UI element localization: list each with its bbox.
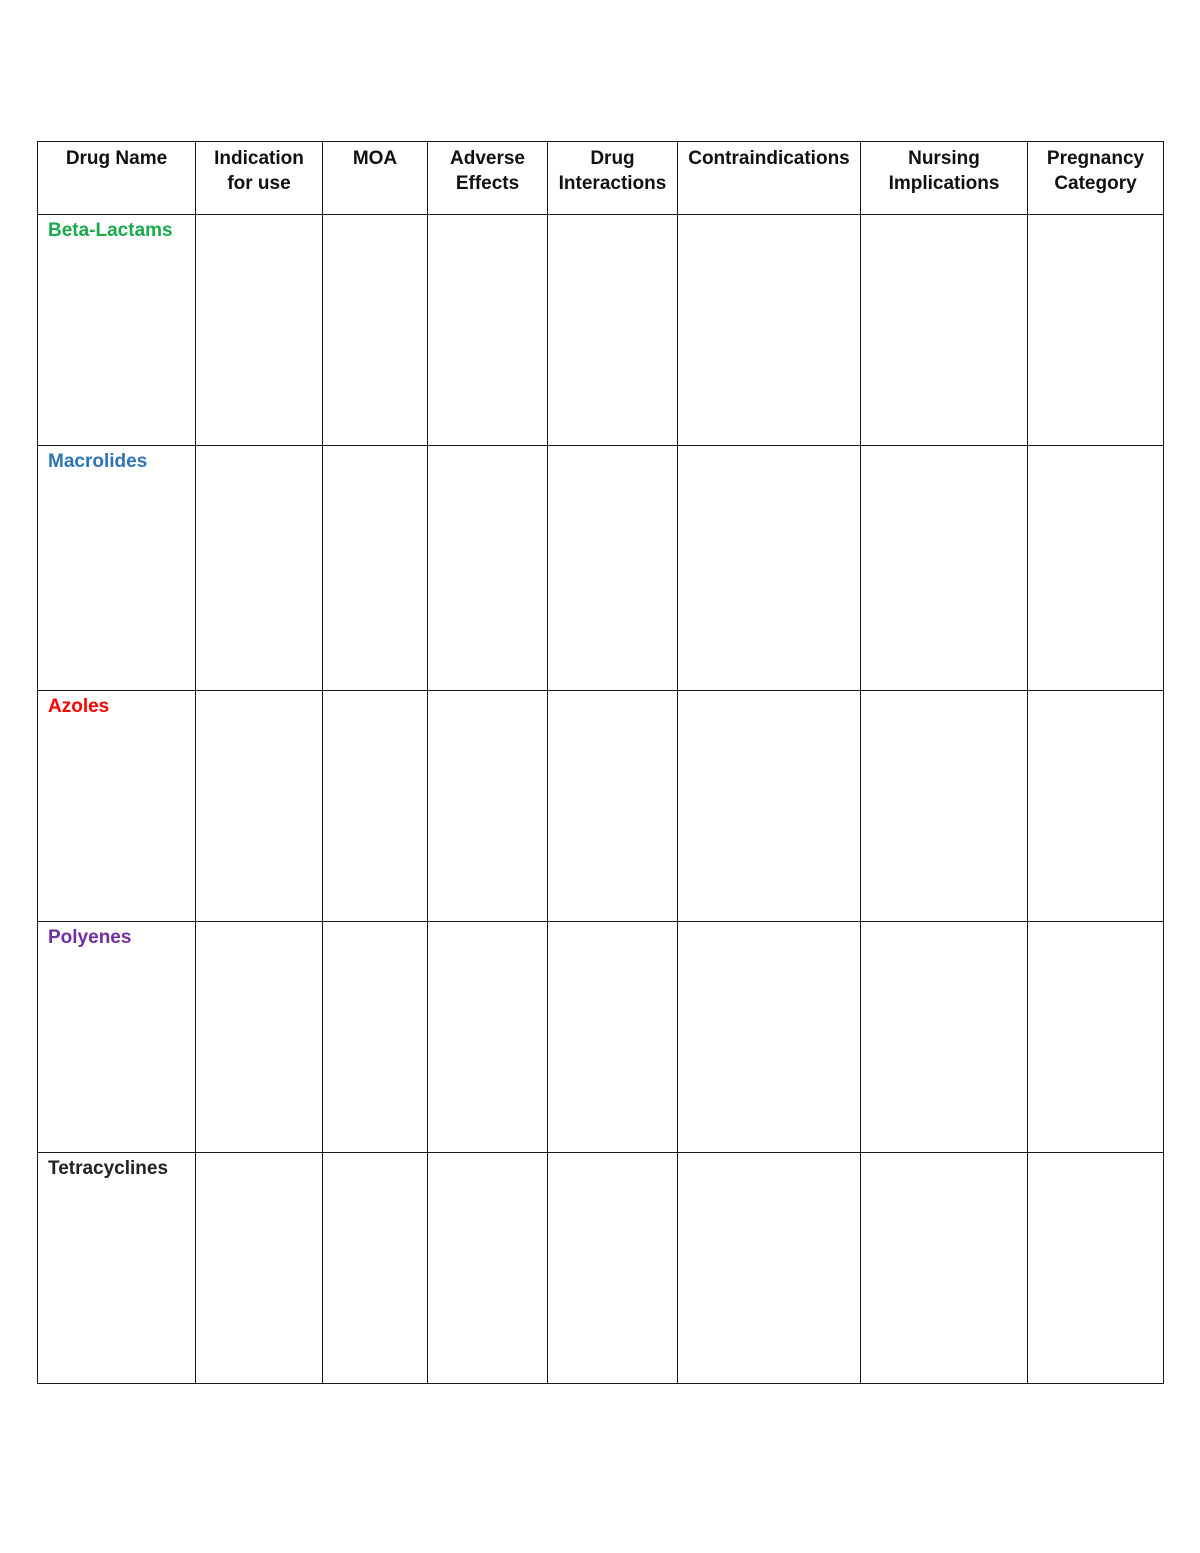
drug-class-cell bbox=[38, 922, 196, 1153]
table-cell[interactable] bbox=[861, 1153, 1028, 1384]
table-row-beta-lactams bbox=[38, 215, 1164, 446]
table-cell[interactable] bbox=[861, 446, 1028, 691]
table-cell[interactable] bbox=[323, 691, 428, 922]
table-cell[interactable] bbox=[678, 215, 861, 446]
table-cell[interactable] bbox=[323, 215, 428, 446]
table-cell[interactable] bbox=[323, 922, 428, 1153]
table-cell[interactable] bbox=[678, 922, 861, 1153]
table-cell[interactable] bbox=[1028, 691, 1164, 922]
drug-class-label: Polyenes bbox=[48, 927, 132, 948]
header-row bbox=[38, 142, 1164, 215]
table-cell[interactable] bbox=[678, 691, 861, 922]
header-indication: Indication for use bbox=[196, 142, 323, 215]
header-adverse-effects: Adverse Effects bbox=[428, 142, 548, 215]
table-cell[interactable] bbox=[548, 215, 678, 446]
table-cell[interactable] bbox=[196, 446, 323, 691]
table-cell[interactable] bbox=[678, 1153, 861, 1384]
table-row-polyenes bbox=[38, 922, 1164, 1153]
table-cell[interactable] bbox=[323, 1153, 428, 1384]
drug-class-label: Beta-Lactams bbox=[48, 220, 173, 241]
table-cell[interactable] bbox=[428, 691, 548, 922]
drug-class-cell bbox=[38, 691, 196, 922]
table-cell[interactable] bbox=[428, 1153, 548, 1384]
table-cell[interactable] bbox=[196, 691, 323, 922]
table-cell[interactable] bbox=[428, 922, 548, 1153]
table-cell[interactable] bbox=[861, 215, 1028, 446]
drug-class-label: Macrolides bbox=[48, 451, 148, 472]
table-cell[interactable] bbox=[428, 446, 548, 691]
table-cell[interactable] bbox=[1028, 446, 1164, 691]
table-row-macrolides bbox=[38, 446, 1164, 691]
table-cell[interactable] bbox=[1028, 922, 1164, 1153]
table-cell[interactable] bbox=[1028, 1153, 1164, 1384]
header-drug-interactions: Drug Interactions bbox=[548, 142, 678, 215]
table-cell[interactable] bbox=[428, 215, 548, 446]
table-cell[interactable] bbox=[861, 691, 1028, 922]
header-drug-name: Drug Name bbox=[38, 142, 196, 215]
table-row-azoles bbox=[38, 691, 1164, 922]
header-moa: MOA bbox=[323, 142, 428, 215]
drug-class-label: Tetracyclines bbox=[48, 1158, 169, 1179]
drug-class-cell bbox=[38, 215, 196, 446]
drug-class-label: Azoles bbox=[48, 696, 110, 717]
table-cell[interactable] bbox=[548, 691, 678, 922]
drug-class-cell bbox=[38, 1153, 196, 1384]
table-row-tetracyclines bbox=[38, 1153, 1164, 1384]
header-nursing-implications: Nursing Implications bbox=[861, 142, 1028, 215]
table-cell[interactable] bbox=[548, 1153, 678, 1384]
table-cell[interactable] bbox=[196, 215, 323, 446]
table-cell[interactable] bbox=[196, 1153, 323, 1384]
table-cell[interactable] bbox=[678, 446, 861, 691]
table-cell[interactable] bbox=[861, 922, 1028, 1153]
drug-comparison-table bbox=[37, 141, 1164, 1384]
table-cell[interactable] bbox=[548, 446, 678, 691]
drug-class-cell bbox=[38, 446, 196, 691]
table-cell[interactable] bbox=[548, 922, 678, 1153]
header-contraindications: Contraindications bbox=[678, 142, 861, 215]
table-cell[interactable] bbox=[196, 922, 323, 1153]
table-cell[interactable] bbox=[1028, 215, 1164, 446]
table-cell[interactable] bbox=[323, 446, 428, 691]
header-pregnancy-category: Pregnancy Category bbox=[1028, 142, 1164, 215]
